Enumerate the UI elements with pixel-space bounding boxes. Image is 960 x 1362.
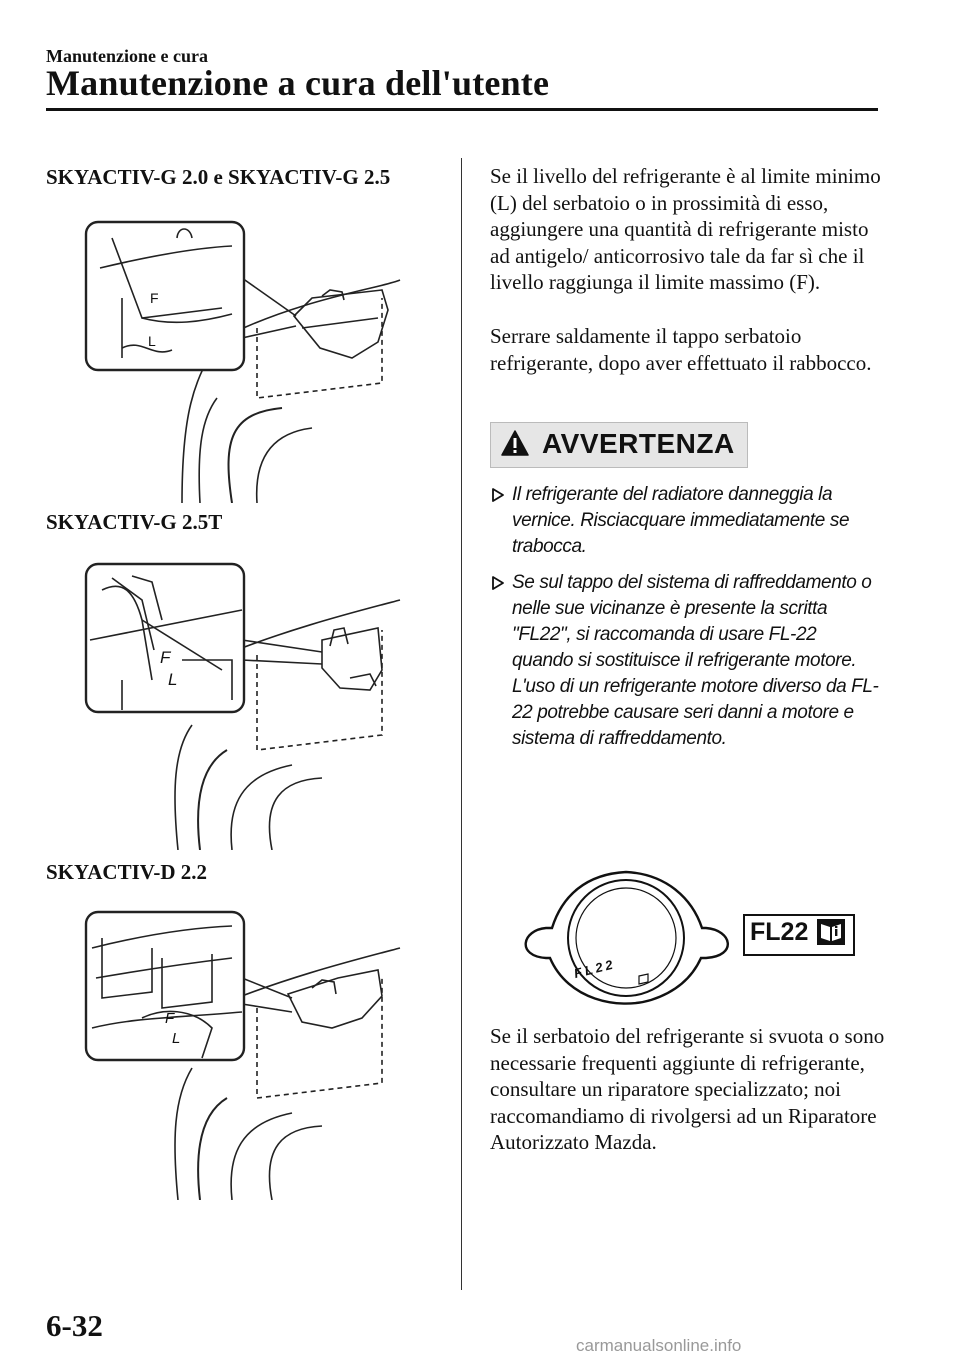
figure-heading-d22: SKYACTIV-D 2.2 [46,860,208,884]
manual-book-icon [816,918,846,946]
warning-text: Il refrigerante del radiatore danneggia la vernice. Risciacquare immediatamente se trabocca. [512,484,850,557]
level-mark-full: F [160,648,171,667]
figure-heading-g20-g25: SKYACTIV-G 2.0 e SKYACTIV-G 2.5 [46,165,391,189]
warning-triangle-icon [500,429,530,457]
header-rule [46,108,878,111]
figure-heading-g25t: SKYACTIV-G 2.5T [46,510,223,534]
site-watermark: carmanualsonline.info [576,1336,742,1355]
arrow-bullet-icon [492,488,504,502]
level-mark-full: F [150,290,159,306]
warning-list [492,482,882,762]
level-mark-low: L [168,670,178,689]
warning-label: AVVERTENZA [542,428,735,459]
level-mark-full: F [165,1010,175,1027]
coolant-reservoir-illustration-g25t [82,560,402,850]
fl22-badge-text: FL22 [750,918,809,946]
list-item [492,570,882,752]
cap-marking-text: FL22 [572,956,618,981]
paragraph-service-advice: Se il serbatoio del refrigerante si svuota o sono necessarie frequenti aggiunte di refrigerante, consultare un riparatore specializzato; noi raccomandiamo di rivolgersi ad un Riparatore Autorizzato Mazda. [490,1024,885,1154]
warning-text: Se sul tappo del sistema di raffreddamento o nelle sue vicinanze è presente la scritta "FL22", si raccomanda di usare FL-22 quando si sostituisce il refrigerante motore. L'uso di un refrigerante motore diverso da FL-22 potrebbe causare seri danni a motore e sistema di raffreddamento. [512,572,879,749]
paragraph-cap-tightening: Serrare saldamente il tappo serbatoio refrigerante, dopo aver effettuato il rabbocco. [490,324,872,375]
column-divider [461,158,462,1290]
arrow-bullet-icon [492,576,504,590]
level-mark-low: L [172,1030,181,1047]
page-number: 6-32 [46,1308,103,1343]
level-mark-low: L [148,333,156,349]
chapter-title: Manutenzione a cura dell'utente [46,63,550,103]
coolant-reservoir-illustration-g20-g25 [82,218,402,503]
list-item [492,482,882,560]
coolant-reservoir-illustration-d22 [82,908,402,1200]
paragraph-refill-instructions: Se il livello del refrigerante è al limite minimo (L) del serbatoio o in prossimità di esso, aggiungere una quantità di refrigerante misto ad antigelo/ anticorrosivo tale da far sì che il livello raggiunga il limite massimo (F). [490,164,881,294]
section-label: Manutenzione e cura [46,46,208,66]
